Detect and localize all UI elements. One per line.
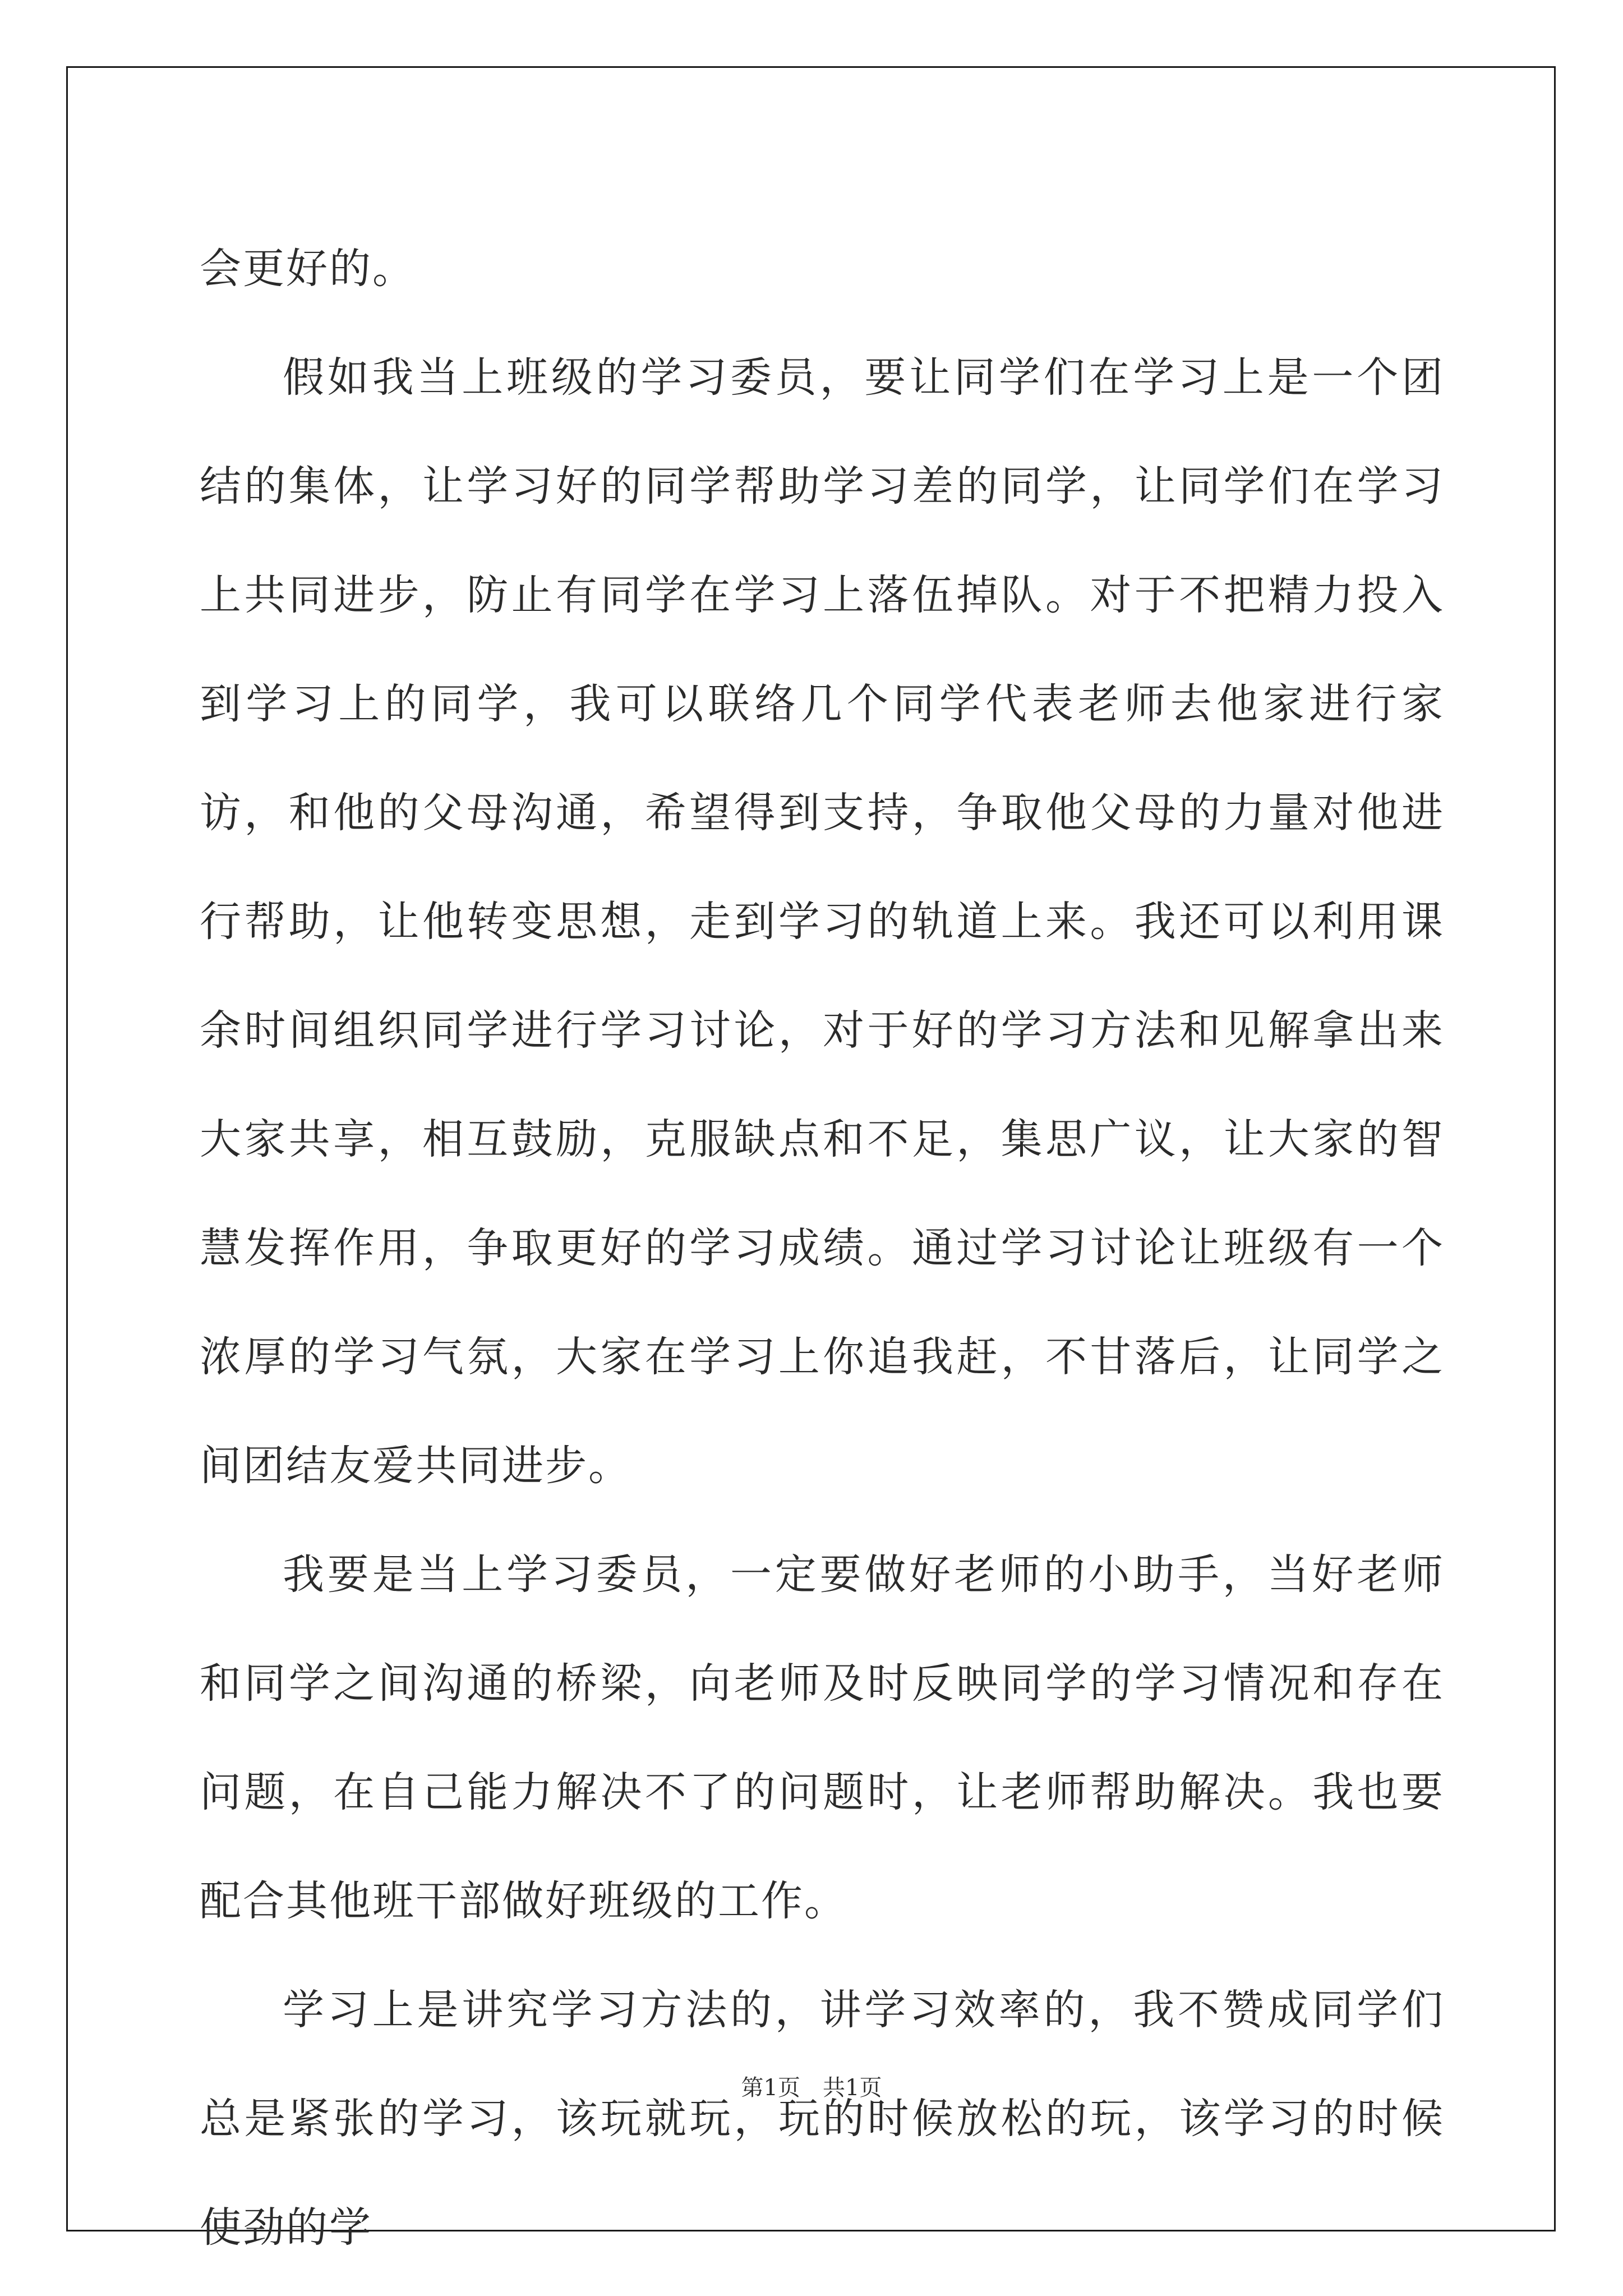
document-body bbox=[200, 214, 1445, 2282]
paragraph-3: 我要是当上学习委员，一定要做好老师的小助手，当好老师和同学之间沟通的桥梁，向老师及时反映同学的学习情况和存在问题，在自己能力解决不了的问题时，让老师帮助解决。我也要配合其他班干部做好班级的工作。 bbox=[200, 1550, 1445, 1925]
paragraph-2: 假如我当上班级的学习委员，要让同学们在学习上是一个团结的集体，让学习好的同学帮助学习差的同学，让同学们在学习上共同进步，防止有同学在学习上落伍掉队。对于不把精力投入到学习上的同学，我可以联络几个同学代表老师去他家进行家访，和他的父母沟通，希望得到支持，争取他父母的力量对他进行帮助，让他转变思想，走到学习的轨道上来。我还可以利用课余时间组织同学进行学习讨论，对于好的学习方法和见解拿出来大家共享，相互鼓励，克服缺点和不足，集思广议，让大家的智慧发挥作用，争取更好的学习成绩。通过学习讨论让班级有一个浓厚的学习气氛，大家在学习上你追我赶，不甘落后，让同学之间团结友爱共同进步。 bbox=[200, 353, 1445, 1490]
page-number-footer: 第1页 共1页 bbox=[741, 2075, 882, 2101]
paragraph-4: 学习上是讲究学习方法的，讲学习效率的，我不赞成同学们总是紧张的学习，该玩就玩，玩的时候放松的玩，该学习的时候使劲的学 bbox=[200, 1986, 1445, 2252]
paragraph-1: 会更好的。 bbox=[200, 245, 416, 293]
